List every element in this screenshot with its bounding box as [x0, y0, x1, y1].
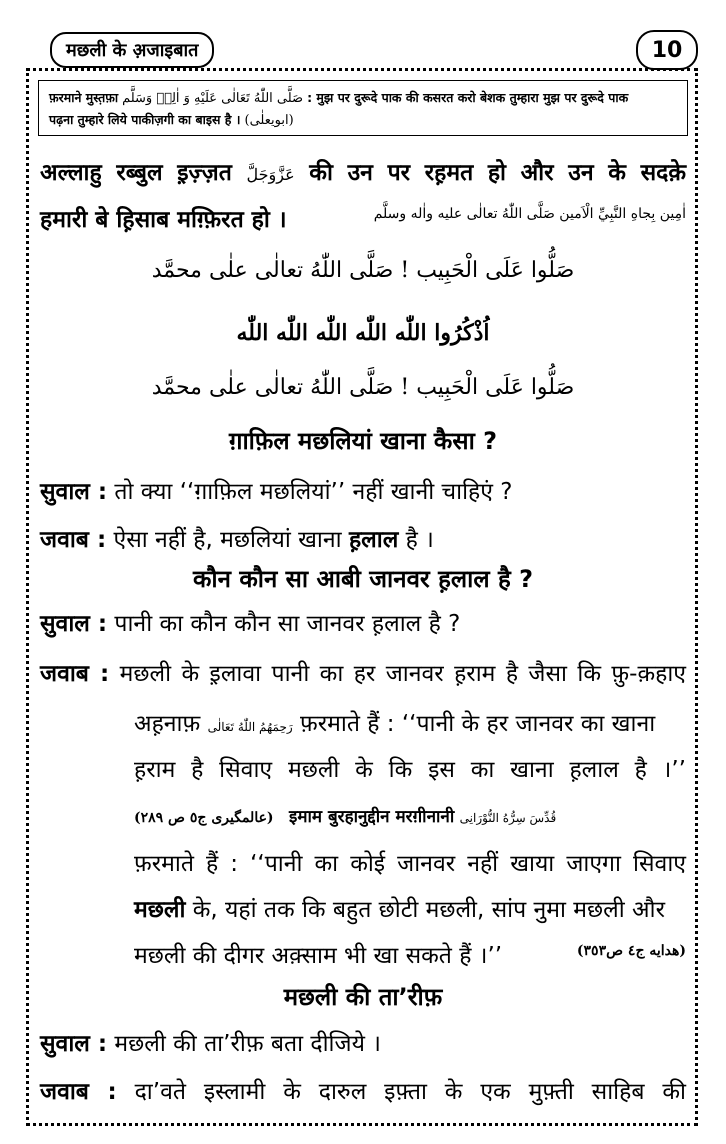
answer-text-1: ऐसा नहीं है, मछलियां खाना [113, 527, 342, 553]
question-label: सुवाल : [40, 1031, 108, 1057]
intro-line-2 [40, 202, 686, 234]
answer-label: जवाब : [40, 661, 110, 687]
notice-line-2 [49, 109, 677, 131]
book-title: मछली के अ़जाइबात [66, 40, 199, 61]
answer-label: जवाब : [40, 527, 107, 553]
answer-text: मछली की दीगर अक़्साम भी खा सकते हैं ।’’ [134, 943, 503, 969]
notice-text-1: : मुझ पर दुरूदे पाक की कसरत करो बेशक तुम्हारा मुझ पर दुरूदे पाक [307, 90, 629, 105]
intro-arabic-2: اٰمِين بِجاهِ النَّبِيِّ الْاَمين صَلَّى اللّٰهُ تعالٰی علیه واٰله وسلَّم [373, 206, 686, 222]
question-label: सुवाल : [40, 611, 108, 637]
intro-text-1a: अल्लाहु रब्बुल इ़ज़्ज़त [40, 160, 232, 186]
section-2-answer-line-3: ह़राम है सिवाए मछली के कि इस का खाना ह़लाल है ।’’ [134, 757, 686, 783]
answer-arabic-honorific: رَحِمَهُمُ اللّٰهُ تَعَالٰى [207, 720, 293, 734]
answer-label: जवाब : [40, 1079, 117, 1105]
intro-arabic-1: عَزَّوَجَلَّ [246, 165, 295, 184]
answer-text: फ़रमाते हैं : ‘‘पानी के हर जानवर का खाना [300, 711, 656, 737]
page-number: 10 [636, 30, 698, 70]
imam-name: इमाम बुरहानुद्दीन मरग़ीनानी [288, 807, 455, 827]
notice-text-2: पढ़ना तुम्हारे लिये पाकीज़गी का बाइस है । [49, 112, 241, 127]
imam-honorific: قُدِّسَ سِرُّهُ النُّوْرَانِی [459, 811, 557, 825]
reference-2: (هدایه ج٤ ص٣٥٣) [576, 943, 686, 959]
notice-line-1 [49, 87, 677, 109]
notice-label: फ़रमाने मुस्त़फ़ा [49, 90, 119, 105]
intro-text-1b: की उन पर रह़मत हो और उन के सदक़े [309, 160, 686, 186]
section-2-answer-line-1 [40, 656, 686, 688]
section-1-question [40, 474, 686, 506]
answer-text-2: है । [405, 527, 434, 553]
notice-reference: (ابویعلٰی) [244, 113, 294, 128]
answer-text: दा’वते इस्लामी के दारुल इफ़्ता के एक मुफ़्ती साहिब की [134, 1079, 686, 1105]
zikr-line: اُذْكُرُوا اللّٰه اللّٰه اللّٰه اللّٰه اللّٰه [236, 320, 490, 346]
section-2-heading: कौन कौन सा आबी जानवर ह़लाल है ? [193, 565, 533, 593]
answer-bold: मछली [134, 897, 186, 923]
section-3-answer [40, 1074, 686, 1106]
section-1-heading: ग़ाफ़िल मछलियां खाना कैसा ? [228, 427, 498, 455]
question-text: तो क्या ‘‘ग़ाफ़िल मछलियां’’ नहीं खानी चाहिएं ? [114, 479, 513, 505]
section-2-answer-line-6 [134, 892, 686, 924]
intro-text-2a: हमारी बे ह़िसाब मग़्फ़िरत हो । [40, 207, 287, 233]
answer-text: के, यहां तक कि बहुत छोटी मछली, सांप नुमा मछली और [192, 897, 665, 923]
section-3-heading: मछली की ता’रीफ़ [283, 983, 443, 1011]
notice-honorific: صَلَّى اللّٰهُ تَعَالٰى عَلَيْهِ وَ اٰلِهٖ وَسَلَّم [122, 91, 304, 106]
question-text: पानी का कौन कौन सा जानवर ह़लाल है ? [114, 611, 461, 637]
intro-line-1 [40, 155, 686, 187]
section-1-answer [40, 522, 686, 554]
hadith-notice-box [38, 80, 688, 136]
reference-1: (عالمگیری ج٥ ص ٢٨٩) [134, 810, 274, 826]
section-2-answer-line-2 [134, 706, 686, 738]
answer-text: अह़नाफ़ [134, 711, 201, 737]
salawat-line-2: صَلُّوا عَلَی الْحَبِيب ! صَلَّی اللّٰهُ تعالٰی علٰی محمَّد [151, 375, 575, 400]
section-2-answer-line-4 [134, 804, 686, 827]
question-label: सुवाल : [40, 479, 108, 505]
question-text: मछली की ता’रीफ़ बता दीजिये । [114, 1031, 381, 1057]
section-3-question [40, 1026, 686, 1058]
answer-text: मछली के इ़लावा पानी का हर जानवर ह़राम है जैसा कि फ़ु-क़हाए [119, 661, 687, 687]
section-2-question [40, 606, 686, 638]
salawat-line-1: صَلُّوا عَلَی الْحَبِيب ! صَلَّی اللّٰهُ تعالٰی علٰی محمَّد [151, 258, 575, 283]
book-title-badge [50, 32, 214, 68]
answer-bold: ह़लाल [348, 527, 399, 553]
section-2-answer-line-7 [134, 938, 686, 970]
section-2-answer-line-5: फ़रमाते हैं : ‘‘पानी का कोई जानवर नहीं खाया जाएगा सिवाए [134, 851, 686, 877]
